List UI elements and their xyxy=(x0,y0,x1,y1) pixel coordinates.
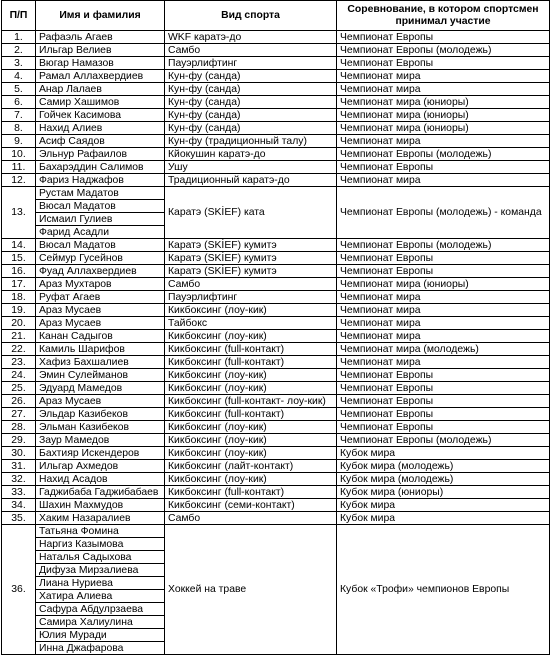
header-competition: Соревнование, в котором спортсмен принимал участие xyxy=(337,1,550,31)
athletes-table xyxy=(1,0,550,655)
competition: Чемпионат Европы xyxy=(337,57,550,70)
athlete-name: Вюгар Намазов xyxy=(36,57,165,70)
athlete-name: Юлия Муради xyxy=(36,629,165,642)
competition: Чемпионат мира xyxy=(337,317,550,330)
table-row xyxy=(2,57,550,70)
athlete-name: Рустам Мадатов xyxy=(36,187,165,200)
sport-type: Кикбоксинг (лоу-кик) xyxy=(165,330,337,343)
sport-type: Кикбоксинг (лайт-контакт) xyxy=(165,460,337,473)
athlete-name: Араз Мусаев xyxy=(36,304,165,317)
athlete-name: Дифуза Мирзалиева xyxy=(36,564,165,577)
sport-type: Кикбоксинг (лоу-кик) xyxy=(165,382,337,395)
table-row xyxy=(2,473,550,486)
competition: Чемпионат мира (юниоры) xyxy=(337,96,550,109)
row-number: 36. xyxy=(2,525,36,655)
sport-type: Кйокушин каратэ-до xyxy=(165,148,337,161)
row-number: 1. xyxy=(2,31,36,44)
athlete-name: Гойчек Касимова xyxy=(36,109,165,122)
sport-type: Кикбоксинг (full-контакт- лоу-кик) xyxy=(165,395,337,408)
table-row xyxy=(2,109,550,122)
sport-type: Кикбоксинг (лоу-кик) xyxy=(165,447,337,460)
athlete-name: Араз Мусаев xyxy=(36,317,165,330)
sport-type: Кикбоксинг (лоу-кик) xyxy=(165,473,337,486)
athlete-name: Фарид Асадли xyxy=(36,226,165,239)
sport-type: Каратэ (SKİEF) кумитэ xyxy=(165,239,337,252)
table-row xyxy=(2,447,550,460)
sport-type: Хоккей на траве xyxy=(165,525,337,655)
competition: Чемпионат мира (юниоры) xyxy=(337,109,550,122)
table-body xyxy=(2,31,550,655)
row-number: 24. xyxy=(2,369,36,382)
table-row xyxy=(2,369,550,382)
athlete-name: Ильгар Ахмедов xyxy=(36,460,165,473)
row-number: 3. xyxy=(2,57,36,70)
table-row xyxy=(2,70,550,83)
sport-type: WKF каратэ-до xyxy=(165,31,337,44)
athlete-name: Анар Лалаев xyxy=(36,83,165,96)
competition: Кубок мира (молодежь) xyxy=(337,473,550,486)
table-row xyxy=(2,460,550,473)
row-number: 11. xyxy=(2,161,36,174)
table-row xyxy=(2,278,550,291)
sport-type: Кикбоксинг (лоу-кик) xyxy=(165,434,337,447)
table-row xyxy=(2,187,550,200)
sport-type: Кун-фу (санда) xyxy=(165,96,337,109)
header-number: П/П xyxy=(2,1,36,31)
row-number: 27. xyxy=(2,408,36,421)
athlete-name: Самир Хашимов xyxy=(36,96,165,109)
athlete-name: Ильгар Велиев xyxy=(36,44,165,57)
sport-type: Самбо xyxy=(165,512,337,525)
table-row xyxy=(2,148,550,161)
row-number: 25. xyxy=(2,382,36,395)
competition: Чемпионат Европы xyxy=(337,369,550,382)
sport-type: Кун-фу (санда) xyxy=(165,122,337,135)
athlete-name: Шахин Махмудов xyxy=(36,499,165,512)
row-number: 8. xyxy=(2,122,36,135)
sport-type: Тайбокс xyxy=(165,317,337,330)
competition: Чемпионат Европы xyxy=(337,395,550,408)
competition: Кубок мира xyxy=(337,447,550,460)
competition: Чемпионат мира xyxy=(337,304,550,317)
row-number: 7. xyxy=(2,109,36,122)
sport-type: Кикбоксинг (семи-контакт) xyxy=(165,499,337,512)
table-row xyxy=(2,31,550,44)
table-row xyxy=(2,83,550,96)
sport-type: Кикбоксинг (лоу-кик) xyxy=(165,421,337,434)
competition: Чемпионат мира xyxy=(337,70,550,83)
competition: Кубок мира xyxy=(337,499,550,512)
athlete-name: Эдуард Мамедов xyxy=(36,382,165,395)
sport-type: Каратэ (SKİEF) кумитэ xyxy=(165,252,337,265)
athlete-name: Заур Мамедов xyxy=(36,434,165,447)
table-row xyxy=(2,486,550,499)
athlete-name: Исмаил Гулиев xyxy=(36,213,165,226)
athlete-name: Инна Джафарова xyxy=(36,642,165,655)
row-number: 15. xyxy=(2,252,36,265)
athlete-name: Фариз Наджафов xyxy=(36,174,165,187)
competition: Кубок «Трофи» чемпионов Европы xyxy=(337,525,550,655)
competition: Чемпионат мира xyxy=(337,135,550,148)
table-row xyxy=(2,174,550,187)
table-row xyxy=(2,96,550,109)
athlete-name: Бахтияр Искендеров xyxy=(36,447,165,460)
athlete-name: Бахарэддин Салимов xyxy=(36,161,165,174)
sport-type: Каратэ (SKİEF) кумитэ xyxy=(165,265,337,278)
row-number: 17. xyxy=(2,278,36,291)
row-number: 12. xyxy=(2,174,36,187)
header-row xyxy=(2,1,550,31)
competition: Чемпионат Европы xyxy=(337,252,550,265)
competition: Чемпионат мира xyxy=(337,356,550,369)
sport-type: Каратэ (SKİEF) ката xyxy=(165,187,337,239)
row-number: 30. xyxy=(2,447,36,460)
row-number: 26. xyxy=(2,395,36,408)
competition: Чемпионат Европы xyxy=(337,161,550,174)
row-number: 20. xyxy=(2,317,36,330)
row-number: 9. xyxy=(2,135,36,148)
athlete-name: Асиф Саядов xyxy=(36,135,165,148)
row-number: 10. xyxy=(2,148,36,161)
athlete-name: Араз Мухтаров xyxy=(36,278,165,291)
row-number: 28. xyxy=(2,421,36,434)
athlete-name: Наргиз Казымова xyxy=(36,538,165,551)
sport-type: Кикбоксинг (full-контакт) xyxy=(165,486,337,499)
table-row xyxy=(2,408,550,421)
table-row xyxy=(2,304,550,317)
sport-type: Пауэрлифтинг xyxy=(165,57,337,70)
competition: Кубок мира xyxy=(337,512,550,525)
table-row xyxy=(2,317,550,330)
table-row xyxy=(2,265,550,278)
athlete-name: Наталья Садыхова xyxy=(36,551,165,564)
athlete-name: Эльдар Казибеков xyxy=(36,408,165,421)
table-row xyxy=(2,395,550,408)
sport-type: Кикбоксинг (лоу-кик) xyxy=(165,304,337,317)
athlete-name: Эмин Сулейманов xyxy=(36,369,165,382)
table-row xyxy=(2,239,550,252)
table-row xyxy=(2,434,550,447)
table-row xyxy=(2,122,550,135)
competition: Чемпионат мира xyxy=(337,174,550,187)
competition: Чемпионат мира (юниоры) xyxy=(337,122,550,135)
athlete-name: Гаджибаба Гаджибабаев xyxy=(36,486,165,499)
table-row xyxy=(2,44,550,57)
competition: Чемпионат мира xyxy=(337,83,550,96)
competition: Чемпионат мира xyxy=(337,291,550,304)
row-number: 4. xyxy=(2,70,36,83)
athlete-name: Нахид Асадов xyxy=(36,473,165,486)
athlete-name: Вюсал Мадатов xyxy=(36,200,165,213)
competition: Чемпионат Европы xyxy=(337,265,550,278)
row-number: 33. xyxy=(2,486,36,499)
athlete-name: Сеймур Гусейнов xyxy=(36,252,165,265)
athlete-name: Канан Садыгов xyxy=(36,330,165,343)
row-number: 14. xyxy=(2,239,36,252)
athlete-name: Руфат Агаев xyxy=(36,291,165,304)
competition: Чемпионат Европы (молодежь) xyxy=(337,239,550,252)
row-number: 29. xyxy=(2,434,36,447)
athlete-name: Сафура Абдулрзаева xyxy=(36,603,165,616)
row-number: 16. xyxy=(2,265,36,278)
athlete-name: Нахид Алиев xyxy=(36,122,165,135)
table-row xyxy=(2,421,550,434)
table-row xyxy=(2,356,550,369)
athlete-name: Эльман Казибеков xyxy=(36,421,165,434)
sport-type: Кикбоксинг (лоу-кик) xyxy=(165,369,337,382)
sport-type: Самбо xyxy=(165,278,337,291)
row-number: 21. xyxy=(2,330,36,343)
athlete-name: Камиль Шарифов xyxy=(36,343,165,356)
table-row xyxy=(2,252,550,265)
table-row xyxy=(2,135,550,148)
row-number: 19. xyxy=(2,304,36,317)
sport-type: Кикбоксинг (full-контакт) xyxy=(165,356,337,369)
table-row xyxy=(2,291,550,304)
athlete-name: Араз Мусаев xyxy=(36,395,165,408)
competition: Чемпионат мира (юниоры) xyxy=(337,278,550,291)
athlete-name: Хафиз Бахшалиев xyxy=(36,356,165,369)
athlete-name: Лиана Нуриева xyxy=(36,577,165,590)
sport-type: Кикбоксинг (full-контакт) xyxy=(165,343,337,356)
row-number: 22. xyxy=(2,343,36,356)
header-name: Имя и фамилия xyxy=(36,1,165,31)
athlete-name: Вюсал Мадатов xyxy=(36,239,165,252)
row-number: 2. xyxy=(2,44,36,57)
competition: Чемпионат Европы (молодежь) - команда xyxy=(337,187,550,239)
competition: Чемпионат мира (молодежь) xyxy=(337,343,550,356)
athlete-name: Эльнур Рафаилов xyxy=(36,148,165,161)
competition: Чемпионат Европы xyxy=(337,421,550,434)
sport-type: Кун-фу (традиционный талу) xyxy=(165,135,337,148)
row-number: 18. xyxy=(2,291,36,304)
sport-type: Традиционный каратэ-до xyxy=(165,174,337,187)
row-number: 6. xyxy=(2,96,36,109)
sport-type: Кун-фу (санда) xyxy=(165,70,337,83)
competition: Чемпионат Европы xyxy=(337,382,550,395)
table-row xyxy=(2,499,550,512)
row-number: 32. xyxy=(2,473,36,486)
row-number: 35. xyxy=(2,512,36,525)
row-number: 13. xyxy=(2,187,36,239)
table-row xyxy=(2,382,550,395)
competition: Чемпионат Европы (молодежь) xyxy=(337,434,550,447)
athlete-name: Фуад Аллахвердиев xyxy=(36,265,165,278)
competition: Кубок мира (юниоры) xyxy=(337,486,550,499)
header-sport: Вид спорта xyxy=(165,1,337,31)
sport-type: Кикбоксинг (full-контакт) xyxy=(165,408,337,421)
sport-type: Кун-фу (санда) xyxy=(165,109,337,122)
competition: Чемпионат Европы (молодежь) xyxy=(337,148,550,161)
athlete-name: Татьяна Фомина xyxy=(36,525,165,538)
table-row xyxy=(2,161,550,174)
athlete-name: Рамал Аллахвердиев xyxy=(36,70,165,83)
row-number: 23. xyxy=(2,356,36,369)
sport-type: Самбо xyxy=(165,44,337,57)
competition: Чемпионат Европы xyxy=(337,408,550,421)
athlete-name: Хатира Алиева xyxy=(36,590,165,603)
athlete-name: Самира Халиулина xyxy=(36,616,165,629)
competition: Чемпионат мира xyxy=(337,330,550,343)
table-row xyxy=(2,512,550,525)
row-number: 31. xyxy=(2,460,36,473)
table-row xyxy=(2,343,550,356)
sport-type: Кун-фу (санда) xyxy=(165,83,337,96)
table-row xyxy=(2,525,550,538)
competition: Чемпионат Европы xyxy=(337,31,550,44)
competition: Кубок мира (молодежь) xyxy=(337,460,550,473)
sport-type: Ушу xyxy=(165,161,337,174)
athlete-name: Рафаэль Агаев xyxy=(36,31,165,44)
table-row xyxy=(2,330,550,343)
row-number: 34. xyxy=(2,499,36,512)
row-number: 5. xyxy=(2,83,36,96)
competition: Чемпионат Европы (молодежь) xyxy=(337,44,550,57)
athlete-name: Хаким Назаралиев xyxy=(36,512,165,525)
sport-type: Пауэрлифтинг xyxy=(165,291,337,304)
